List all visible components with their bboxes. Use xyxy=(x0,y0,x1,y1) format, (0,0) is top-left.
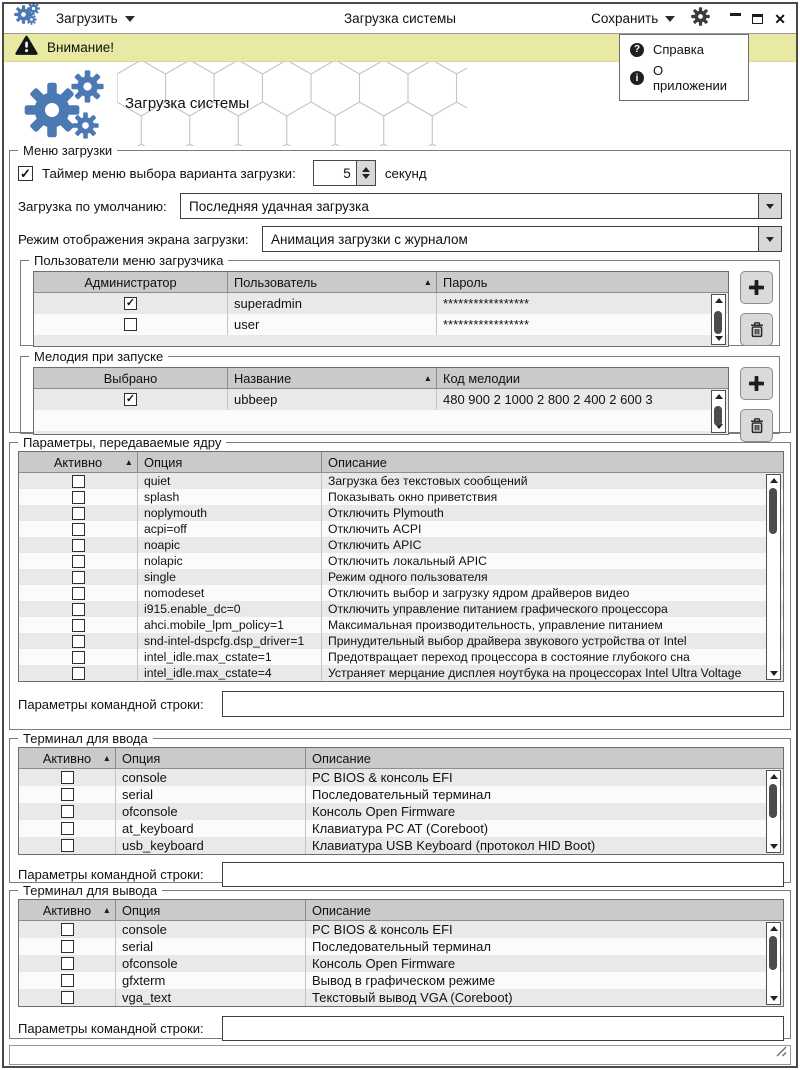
app-logo-gears xyxy=(16,66,116,146)
row-checkbox[interactable] xyxy=(61,940,74,953)
table-cell: intel_idle.max_cstate=1 xyxy=(138,649,322,665)
sort-asc-icon: ▲ xyxy=(102,753,111,763)
group-legend: Терминал для вывода xyxy=(18,883,162,898)
table-row[interactable] xyxy=(19,601,783,617)
row-checkbox[interactable] xyxy=(72,555,85,568)
table-cell: nolapic xyxy=(138,553,322,569)
row-checkbox[interactable] xyxy=(124,393,137,406)
column-header-label: Пользователь xyxy=(234,274,318,290)
column-header-label: Описание xyxy=(312,902,371,918)
table-cell: ubbeep xyxy=(228,389,437,410)
table-cell xyxy=(19,537,138,553)
table-header xyxy=(19,748,783,769)
sort-asc-icon: ▲ xyxy=(423,277,432,287)
table-row[interactable] xyxy=(19,617,783,633)
spin-up-icon[interactable] xyxy=(362,167,370,172)
row-checkbox[interactable] xyxy=(61,923,74,936)
scrollbar-thumb[interactable] xyxy=(714,406,722,426)
table-header xyxy=(19,900,783,921)
scrollbar-track[interactable] xyxy=(712,306,725,333)
chevron-down-icon xyxy=(665,16,675,22)
table-cell: Отключить выбор и загрузку ядром драйверов видео xyxy=(328,586,630,600)
row-checkbox[interactable] xyxy=(72,475,85,488)
row-checkbox[interactable] xyxy=(72,667,85,680)
load-dropdown-button[interactable] xyxy=(56,11,135,26)
column-header[interactable] xyxy=(437,272,728,292)
column-header-label: Описание xyxy=(312,750,371,766)
table-cell xyxy=(19,972,116,989)
table-row[interactable] xyxy=(19,769,783,786)
delete-row-button[interactable] xyxy=(740,409,773,442)
table-cell xyxy=(19,921,116,938)
table-row[interactable] xyxy=(34,389,728,410)
add-row-button[interactable] xyxy=(740,271,773,304)
table-cell: console xyxy=(116,769,306,786)
table-cell: superadmin xyxy=(228,293,437,314)
column-header[interactable] xyxy=(322,452,783,472)
column-header[interactable] xyxy=(19,452,138,472)
table-cell: Отключить Plymouth xyxy=(328,506,444,520)
spinner-buttons[interactable] xyxy=(356,161,375,185)
vertical-scrollbar[interactable] xyxy=(711,390,726,433)
table-cell: acpi=off xyxy=(138,521,322,537)
sort-asc-icon: ▲ xyxy=(102,905,111,915)
table-cell: gfxterm xyxy=(116,972,306,989)
table-row[interactable] xyxy=(34,293,728,314)
table-cell: Отключить ACPI xyxy=(328,522,422,536)
table-row[interactable] xyxy=(19,989,783,1006)
table-row[interactable] xyxy=(34,314,728,335)
column-header-label: Опция xyxy=(122,750,161,766)
add-row-button[interactable] xyxy=(740,367,773,400)
scrollbar-thumb[interactable] xyxy=(769,936,777,970)
table-cell: nomodeset xyxy=(138,585,322,601)
window-title: Загрузка системы xyxy=(344,11,456,26)
column-header[interactable] xyxy=(306,748,783,768)
column-header[interactable] xyxy=(19,748,116,768)
column-header[interactable] xyxy=(34,272,228,292)
spin-down-icon[interactable] xyxy=(362,174,370,179)
column-header[interactable] xyxy=(19,900,116,920)
table-cell xyxy=(19,803,116,820)
app-window xyxy=(2,2,798,1068)
table-cell: Показывать окно приветствия xyxy=(328,490,498,504)
table-cell xyxy=(34,314,228,335)
table-row[interactable] xyxy=(19,521,783,537)
column-header-label: Пароль xyxy=(443,274,488,290)
table-cell xyxy=(19,649,138,665)
help-icon: ? xyxy=(630,43,644,57)
settings-gear-icon[interactable] xyxy=(691,7,710,31)
table-cell: Загрузка без текстовых сообщений xyxy=(328,474,528,488)
column-header-label: Активно xyxy=(53,454,103,470)
table-cell: usb_keyboard xyxy=(116,837,306,854)
scrollbar-track[interactable] xyxy=(767,782,780,841)
vertical-scrollbar[interactable] xyxy=(766,474,781,680)
row-checkbox[interactable] xyxy=(61,771,74,784)
cmdline-label: Параметры командной строки: xyxy=(18,867,204,882)
timer-value: 5 xyxy=(343,165,351,181)
table-row[interactable] xyxy=(19,938,783,955)
column-header[interactable] xyxy=(116,748,306,768)
column-header[interactable] xyxy=(228,272,437,292)
table-cell: Отключить APIC xyxy=(328,538,422,552)
row-checkbox[interactable] xyxy=(61,788,74,801)
table-body xyxy=(19,769,783,854)
group-startup-melody xyxy=(20,349,780,434)
group-legend: Параметры, передаваемые ядру xyxy=(18,435,226,450)
row-checkbox[interactable] xyxy=(61,839,74,852)
table-cell: Последовательный терминал xyxy=(312,787,491,802)
trash-icon xyxy=(749,417,765,434)
timer-checkbox[interactable] xyxy=(18,166,33,181)
default-boot-label: Загрузка по умолчанию: xyxy=(18,198,167,214)
row-checkbox[interactable] xyxy=(72,571,85,584)
save-button-label: Сохранить xyxy=(591,11,659,26)
resize-grip[interactable] xyxy=(776,1044,787,1062)
table-cell: Вывод в графическом режиме xyxy=(312,973,496,988)
minimize-button[interactable] xyxy=(730,13,741,16)
table-cell: Последовательный терминал xyxy=(312,939,491,954)
column-header[interactable] xyxy=(116,900,306,920)
table-cell: ofconsole xyxy=(116,955,306,972)
scrollbar-thumb[interactable] xyxy=(769,784,777,818)
group-kernel-params xyxy=(9,435,791,730)
table-cell xyxy=(34,389,228,410)
scroll-up-button[interactable] xyxy=(767,771,780,782)
table-cell: ahci.mobile_lpm_policy=1 xyxy=(138,617,322,633)
kernel-params-table xyxy=(18,451,784,682)
table-row[interactable] xyxy=(19,473,783,489)
table-cell xyxy=(19,553,138,569)
melody-table xyxy=(33,367,729,435)
warning-icon xyxy=(15,35,38,61)
table-cell xyxy=(19,769,116,786)
title-bar xyxy=(4,4,796,34)
table-cell: Режим одного пользователя xyxy=(328,570,488,584)
group-legend: Пользователи меню загрузчика xyxy=(29,253,228,268)
table-row[interactable] xyxy=(19,553,783,569)
plus-icon xyxy=(748,375,765,392)
table-cell: Предотвращает переход процессора в состояние глубокого сна xyxy=(328,650,690,664)
table-cell: Консоль Open Firmware xyxy=(312,804,456,819)
table-row[interactable] xyxy=(19,665,783,681)
table-cell: intel_idle.max_cstate=4 xyxy=(138,665,322,681)
table-row[interactable] xyxy=(19,820,783,837)
table-row[interactable] xyxy=(19,803,783,820)
table-body xyxy=(34,293,728,346)
table-cell xyxy=(19,820,116,837)
table-cell xyxy=(34,293,228,314)
table-body xyxy=(34,389,728,434)
sort-asc-icon: ▲ xyxy=(124,457,133,467)
table-cell: ***************** xyxy=(443,296,530,311)
table-cell xyxy=(19,938,116,955)
table-cell xyxy=(19,665,138,681)
scrollbar-track[interactable] xyxy=(712,402,725,421)
table-cell: quiet xyxy=(138,473,322,489)
table-cell xyxy=(19,521,138,537)
column-header-label: Активно xyxy=(42,750,92,766)
column-header[interactable] xyxy=(34,368,228,388)
table-cell: ***************** xyxy=(443,317,530,332)
table-cell xyxy=(19,617,138,633)
table-cell: ofconsole xyxy=(116,803,306,820)
row-checkbox[interactable] xyxy=(61,974,74,987)
chevron-down-icon xyxy=(766,237,774,242)
column-header-label: Название xyxy=(234,370,292,386)
row-checkbox[interactable] xyxy=(72,523,85,536)
group-legend: Терминал для ввода xyxy=(18,731,153,746)
table-cell: noplymouth xyxy=(138,505,322,521)
terminal-input-table xyxy=(18,747,784,855)
table-row[interactable] xyxy=(19,505,783,521)
row-checkbox[interactable] xyxy=(72,619,85,632)
table-cell: Отключить управление питанием графического процессора xyxy=(328,602,668,616)
settings-menu xyxy=(619,34,749,101)
table-cell: vga_text xyxy=(116,989,306,1006)
group-legend: Меню загрузки xyxy=(18,143,117,158)
menu-item-label: Справка xyxy=(653,42,704,57)
display-mode-label: Режим отображения экрана загрузки: xyxy=(18,231,249,247)
combobox-value: Последняя удачная загрузка xyxy=(189,198,369,214)
table-header xyxy=(34,272,728,293)
table-row[interactable] xyxy=(19,921,783,938)
scroll-down-button[interactable] xyxy=(767,668,780,679)
column-header[interactable] xyxy=(228,368,437,388)
row-checkbox[interactable] xyxy=(61,957,74,970)
info-icon: i xyxy=(630,71,644,85)
load-button-label: Загрузить xyxy=(56,11,118,26)
row-checkbox[interactable] xyxy=(72,507,85,520)
column-header-label: Опция xyxy=(144,454,183,470)
group-terminal-input xyxy=(9,731,791,883)
scroll-up-button[interactable] xyxy=(767,475,780,486)
table-cell: snd-intel-dspcfg.dsp_driver=1 xyxy=(138,633,322,649)
table-row[interactable] xyxy=(19,537,783,553)
row-checkbox[interactable] xyxy=(61,991,74,1004)
row-checkbox[interactable] xyxy=(124,318,137,331)
table-cell xyxy=(19,505,138,521)
scrollbar-track[interactable] xyxy=(767,486,780,668)
maximize-button[interactable] xyxy=(752,14,763,24)
warning-text: Внимание! xyxy=(47,40,115,55)
combobox-button[interactable] xyxy=(758,194,781,218)
table-cell: console xyxy=(116,921,306,938)
table-cell: Клавиатура PC AT (Coreboot) xyxy=(312,821,489,836)
column-header-label: Опция xyxy=(122,902,161,918)
column-header[interactable] xyxy=(437,368,728,388)
table-cell: Текстовый вывод VGA (Coreboot) xyxy=(312,990,513,1005)
timer-label: Таймер меню выбора варианта загрузки: xyxy=(42,165,296,181)
table-cell: serial xyxy=(116,938,306,955)
scrollbar-thumb[interactable] xyxy=(714,311,722,334)
row-checkbox[interactable] xyxy=(72,651,85,664)
scroll-down-button[interactable] xyxy=(712,333,725,344)
row-checkbox[interactable] xyxy=(72,539,85,552)
table-row[interactable] xyxy=(19,585,783,601)
column-header[interactable] xyxy=(138,452,322,472)
table-cell: Отключить локальный APIC xyxy=(328,554,487,568)
scroll-down-button[interactable] xyxy=(767,993,780,1004)
menu-item-about[interactable] xyxy=(620,60,748,96)
plus-icon xyxy=(748,279,765,296)
table-body xyxy=(19,473,783,681)
table-row[interactable] xyxy=(19,633,783,649)
table-cell: Консоль Open Firmware xyxy=(312,956,456,971)
timer-unit: секунд xyxy=(384,165,427,181)
chevron-down-icon xyxy=(766,204,774,209)
table-cell: 480 900 2 1000 2 800 2 400 2 600 3 xyxy=(443,392,653,407)
group-legend: Мелодия при запуске xyxy=(29,349,168,364)
row-checkbox[interactable] xyxy=(124,297,137,310)
row-checkbox[interactable] xyxy=(72,587,85,600)
table-cell xyxy=(19,569,138,585)
table-row[interactable] xyxy=(19,786,783,803)
trash-icon xyxy=(749,321,765,338)
page-title: Загрузка системы xyxy=(125,95,250,112)
table-row[interactable] xyxy=(19,837,783,854)
table-row[interactable] xyxy=(19,955,783,972)
table-cell: noapic xyxy=(138,537,322,553)
cmdline-input[interactable] xyxy=(222,1016,784,1041)
scrollbar-thumb[interactable] xyxy=(769,488,777,534)
table-cell: at_keyboard xyxy=(116,820,306,837)
group-terminal-output xyxy=(9,883,791,1039)
vertical-scrollbar[interactable] xyxy=(711,294,726,345)
table-cell xyxy=(19,473,138,489)
table-cell: Максимальная производительность, управление питанием xyxy=(328,618,663,632)
scroll-up-button[interactable] xyxy=(712,295,725,306)
table-cell: splash xyxy=(138,489,322,505)
table-cell xyxy=(19,489,138,505)
table-cell xyxy=(19,633,138,649)
table-cell: i915.enable_dc=0 xyxy=(138,601,322,617)
save-dropdown-button[interactable] xyxy=(591,11,675,26)
row-checkbox[interactable] xyxy=(72,635,85,648)
table-cell: user xyxy=(228,314,437,335)
row-checkbox[interactable] xyxy=(72,603,85,616)
row-checkbox[interactable] xyxy=(72,491,85,504)
table-header xyxy=(34,368,728,389)
vertical-scrollbar[interactable] xyxy=(766,770,781,853)
table-row[interactable] xyxy=(19,489,783,505)
status-bar xyxy=(9,1045,791,1065)
table-row[interactable] xyxy=(19,649,783,665)
table-cell: Устраняет мерцание дисплея ноутбука на процессорах Intel Ultra Voltage xyxy=(328,666,742,680)
menu-item-label: О приложении xyxy=(653,63,727,93)
cmdline-label: Параметры командной строки: xyxy=(18,696,204,712)
group-bootloader-users xyxy=(20,253,780,346)
group-boot-menu xyxy=(9,143,791,433)
column-header-label: Описание xyxy=(328,454,387,470)
cmdline-label: Параметры командной строки: xyxy=(18,1021,204,1036)
column-header-label: Выбрано xyxy=(103,370,158,386)
column-header-label: Активно xyxy=(42,902,92,918)
vertical-scrollbar[interactable] xyxy=(766,922,781,1005)
table-row[interactable] xyxy=(19,972,783,989)
table-header xyxy=(19,452,783,473)
table-cell xyxy=(19,786,116,803)
table-cell: serial xyxy=(116,786,306,803)
table-row[interactable] xyxy=(19,569,783,585)
column-header[interactable] xyxy=(306,900,783,920)
timer-spinner[interactable] xyxy=(313,160,376,186)
table-cell: single xyxy=(138,569,322,585)
cmdline-input[interactable] xyxy=(222,862,784,887)
menu-item-help[interactable] xyxy=(620,39,748,60)
table-body xyxy=(19,921,783,1006)
scroll-up-button[interactable] xyxy=(767,923,780,934)
display-mode-combobox[interactable] xyxy=(262,226,782,252)
column-header-label: Администратор xyxy=(84,274,177,290)
table-cell xyxy=(19,955,116,972)
default-boot-combobox[interactable] xyxy=(180,193,782,219)
app-gears-icon xyxy=(14,4,42,33)
table-cell: PC BIOS & консоль EFI xyxy=(312,770,453,785)
row-checkbox[interactable] xyxy=(61,822,74,835)
table-cell: Принудительный выбор драйвера звукового устройства от Intel xyxy=(328,634,687,648)
table-cell xyxy=(19,601,138,617)
scroll-up-button[interactable] xyxy=(712,391,725,402)
table-cell xyxy=(19,989,116,1006)
table-cell xyxy=(19,585,138,601)
column-header-label: Код мелодии xyxy=(443,370,521,386)
row-checkbox[interactable] xyxy=(61,805,74,818)
table-cell xyxy=(19,837,116,854)
delete-row-button[interactable] xyxy=(740,313,773,346)
scrollbar-track[interactable] xyxy=(767,934,780,993)
combobox-button[interactable] xyxy=(758,227,781,251)
users-table xyxy=(33,271,729,347)
table-cell: PC BIOS & консоль EFI xyxy=(312,922,453,937)
sort-asc-icon: ▲ xyxy=(423,373,432,383)
close-button[interactable]: ✕ xyxy=(774,10,786,27)
combobox-value: Анимация загрузки с журналом xyxy=(271,231,468,247)
scroll-down-button[interactable] xyxy=(767,841,780,852)
chevron-down-icon xyxy=(125,16,135,22)
cmdline-input[interactable] xyxy=(222,691,784,717)
table-cell: Клавиатура USB Keyboard (протокол HID Boot) xyxy=(312,838,596,853)
terminal-output-table xyxy=(18,899,784,1007)
